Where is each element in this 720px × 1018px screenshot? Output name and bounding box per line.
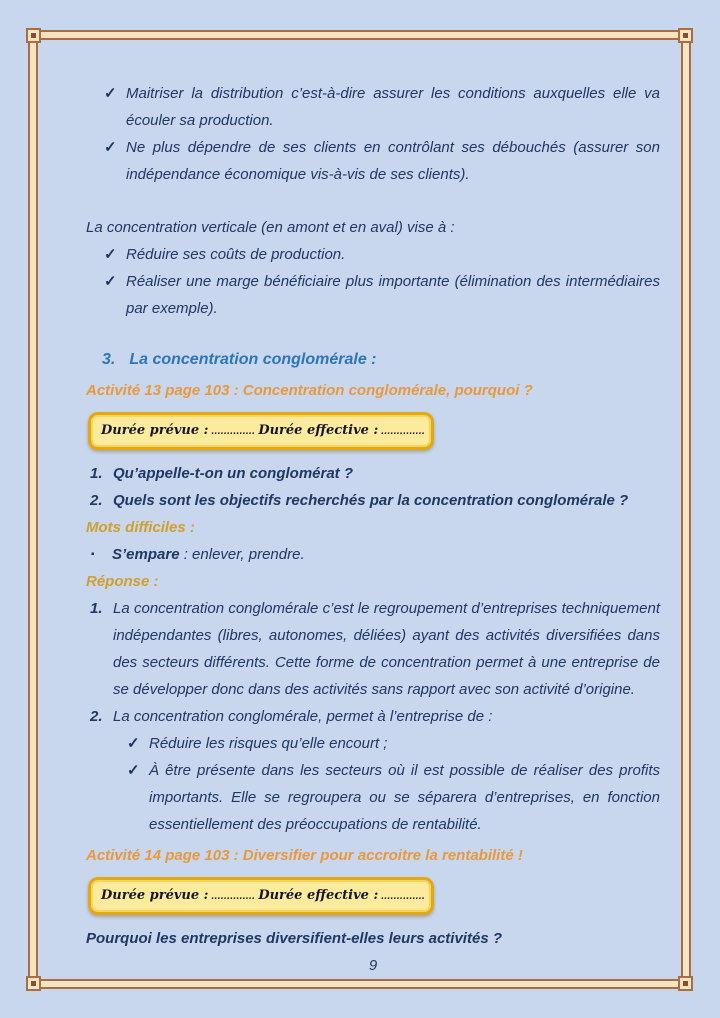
vocab-term: S’empare xyxy=(112,546,180,563)
mots-difficiles-label: Mots difficiles : xyxy=(86,519,195,536)
bullet-text: Réduire les risques qu’elle encourt ; xyxy=(149,735,388,752)
duree-prevue-blank: .............. xyxy=(210,423,255,438)
activity-14-heading: Activité 14 page 103 : Diversifier pour accroitre la rentabilité ! xyxy=(86,847,523,864)
answer-2 xyxy=(86,703,660,730)
answer-number: 1. xyxy=(90,600,103,617)
list-item xyxy=(86,757,660,838)
question-text: Quels sont les objectifs recherchés par la concentration conglomérale ? xyxy=(113,492,629,509)
check-icon: ✓ xyxy=(104,246,117,263)
duree-effective-blank: .............. xyxy=(380,423,425,438)
answer-number: 2. xyxy=(90,708,103,725)
bullet-text: Réaliser une marge bénéficiaire plus importante (élimination des intermédiaires par exemple). xyxy=(126,273,660,317)
page-content xyxy=(86,80,660,979)
question-item xyxy=(86,487,660,514)
section-number: 3. xyxy=(102,351,116,368)
vocab-text xyxy=(112,541,305,568)
corner-ornament-top-right xyxy=(678,28,693,43)
section-heading xyxy=(102,346,660,373)
check-icon: ✓ xyxy=(127,735,140,752)
square-bullet-icon: ▪ xyxy=(91,549,95,560)
vocab-definition: : enlever, prendre. xyxy=(179,546,305,563)
list-item xyxy=(86,730,660,757)
check-icon: ✓ xyxy=(104,85,117,102)
activity-13-questions xyxy=(86,460,660,514)
diversification-question: Pourquoi les entreprises diversifient-elles leurs activités ? xyxy=(86,930,502,947)
distribution-benefits-list xyxy=(86,80,660,188)
corner-ornament-bottom-right xyxy=(678,976,693,991)
answer-2-benefits-list xyxy=(86,730,660,838)
check-icon: ✓ xyxy=(104,273,117,290)
reponse-label: Réponse : xyxy=(86,573,159,590)
bullet-text: Réduire ses coûts de production. xyxy=(126,246,346,263)
duree-prevue-blank: .............. xyxy=(210,888,255,903)
list-item xyxy=(86,134,660,188)
answer-1 xyxy=(86,595,660,703)
section-title: La concentration conglomérale : xyxy=(129,351,377,368)
duration-box-activity-14 xyxy=(88,877,434,915)
page-number: 9 xyxy=(368,957,378,974)
vertical-concentration-intro: La concentration verticale (en amont et en aval) vise à : xyxy=(86,219,455,236)
duration-box-activity-13 xyxy=(88,412,434,450)
list-item xyxy=(86,241,660,268)
duree-effective-blank: .............. xyxy=(380,888,425,903)
bullet-text: Maitriser la distribution c’est-à-dire assurer les conditions auxquelles elle va écouler sa production. xyxy=(126,85,660,129)
duree-prevue-label: Durée prévue : xyxy=(101,888,209,903)
answer-text: La concentration conglomérale c’est le regroupement d’entreprises techniquement indépendantes (libres, autonomes, déliées) ayant des activités diversifiées dans des secteurs différents. Cette forme de concentration permet à une entreprise de se développer donc dans des activités sans rapport avec son activité d’origine. xyxy=(113,600,660,698)
check-icon: ✓ xyxy=(104,139,117,156)
question-item xyxy=(86,460,660,487)
list-item xyxy=(86,80,660,134)
duree-effective-label: Durée effective : xyxy=(258,888,379,903)
duree-prevue-label: Durée prévue : xyxy=(101,423,209,438)
vertical-concentration-goals-list xyxy=(86,241,660,322)
answer-text: La concentration conglomérale, permet à l’entreprise de : xyxy=(113,708,493,725)
activity-13-heading: Activité 13 page 103 : Concentration conglomérale, pourquoi ? xyxy=(86,382,533,399)
list-item xyxy=(86,268,660,322)
question-text: Qu’appelle-t-on un conglomérat ? xyxy=(113,465,353,482)
bullet-text: À être présente dans les secteurs où il est possible de réaliser des profits importants. Elle se regroupera ou se séparera d’entreprises, en fonction essentiellement des préoccupations de rentabilité. xyxy=(149,762,660,833)
corner-ornament-bottom-left xyxy=(26,976,41,991)
check-icon: ✓ xyxy=(127,762,140,779)
question-number: 2. xyxy=(90,492,103,509)
corner-ornament-top-left xyxy=(26,28,41,43)
duree-effective-label: Durée effective : xyxy=(258,423,379,438)
vocab-item xyxy=(86,541,660,568)
question-number: 1. xyxy=(90,465,103,482)
bullet-text: Ne plus dépendre de ses clients en contrôlant ses débouchés (assurer son indépendance économique vis-à-vis de ses clients). xyxy=(126,139,660,183)
